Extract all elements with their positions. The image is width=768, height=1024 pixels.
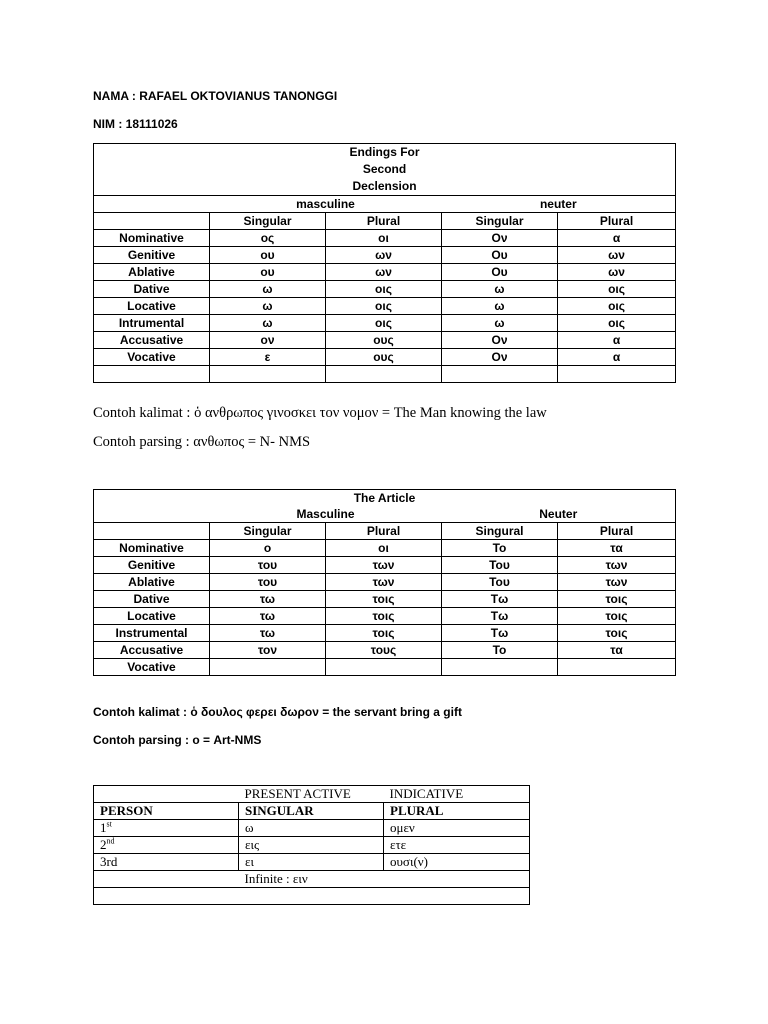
ending-cell: ου <box>210 264 326 281</box>
ending-cell: των <box>326 574 442 591</box>
example-parsing-2: Contoh parsing : ο = Art-NMS <box>93 733 262 747</box>
empty-cell <box>94 523 210 540</box>
table-row <box>94 230 676 247</box>
ending-cell: οις <box>326 315 442 332</box>
case-label: Locative <box>94 608 210 625</box>
second-declension-table <box>93 143 676 383</box>
plural-ending: ουσι(ν) <box>384 854 530 871</box>
title-present-active: PRESENT ACTIVE <box>239 786 384 803</box>
case-label: Intrumental <box>94 315 210 332</box>
ending-cell: τοις <box>326 625 442 642</box>
header-row <box>94 803 530 820</box>
ending-cell: ους <box>326 349 442 366</box>
ending-cell: α <box>558 230 676 247</box>
ending-cell: Το <box>442 642 558 659</box>
sub-header-row <box>94 213 676 230</box>
table-row <box>94 591 676 608</box>
ending-cell: ω <box>210 281 326 298</box>
ending-cell: ω <box>442 298 558 315</box>
group-header-neuter: Neuter <box>442 506 676 523</box>
ending-cell: τοις <box>558 591 676 608</box>
table-row <box>94 247 676 264</box>
ending-cell: τους <box>326 642 442 659</box>
plural-ending: ετε <box>384 837 530 854</box>
ending-cell: τω <box>210 591 326 608</box>
table-row <box>94 281 676 298</box>
table-row <box>94 854 530 871</box>
group-header-row <box>94 196 676 213</box>
empty-cell <box>94 213 210 230</box>
table-title: The Article <box>94 490 676 507</box>
ending-cell <box>326 659 442 676</box>
table-title-row <box>94 490 676 507</box>
ending-cell: ω <box>210 315 326 332</box>
table-row <box>94 366 676 383</box>
ending-cell: ω <box>210 298 326 315</box>
ending-cell: ων <box>326 264 442 281</box>
sub-header: Plural <box>326 523 442 540</box>
ending-cell: των <box>558 557 676 574</box>
singular-ending: ει <box>239 854 384 871</box>
ending-cell: α <box>558 332 676 349</box>
ending-cell: τα <box>558 642 676 659</box>
table-row <box>94 574 676 591</box>
title-line: Declension <box>352 179 417 193</box>
infinite-label: Infinite : ειν <box>239 871 530 888</box>
case-label: Vocative <box>94 349 210 366</box>
empty-cell <box>94 196 210 213</box>
case-label: Accusative <box>94 332 210 349</box>
case-label <box>94 366 210 383</box>
example-parsing-1: Contoh parsing : ανθωπος = N- NMS <box>93 434 311 450</box>
case-label: Ablative <box>94 264 210 281</box>
table-title-row <box>94 786 530 803</box>
ending-cell: Του <box>442 574 558 591</box>
case-label: Genitive <box>94 557 210 574</box>
ending-cell: ος <box>210 230 326 247</box>
ending-cell: ω <box>442 315 558 332</box>
case-label: Genitive <box>94 247 210 264</box>
case-label: Vocative <box>94 659 210 676</box>
table-row <box>94 332 676 349</box>
case-label: Dative <box>94 281 210 298</box>
empty-cell <box>94 888 530 905</box>
table-row <box>94 820 530 837</box>
case-label: Nominative <box>94 230 210 247</box>
person-cell <box>94 854 239 871</box>
ending-cell: Τω <box>442 591 558 608</box>
group-header-masculine: Masculine <box>210 506 442 523</box>
empty-cell <box>94 786 239 803</box>
ending-cell: ον <box>210 332 326 349</box>
ending-cell: ων <box>558 247 676 264</box>
sub-header: Plural <box>558 523 676 540</box>
student-nim: NIM : 18111026 <box>93 117 178 131</box>
case-label: Ablative <box>94 574 210 591</box>
ending-cell: οις <box>558 298 676 315</box>
sub-header: Plural <box>558 213 676 230</box>
ending-cell: τοις <box>558 608 676 625</box>
table-row <box>94 540 676 557</box>
case-label: Nominative <box>94 540 210 557</box>
sub-header: Singular <box>210 523 326 540</box>
sub-header-row <box>94 523 676 540</box>
student-name: NAMA : RAFAEL OKTOVIANUS TANONGGI <box>93 89 338 103</box>
ending-cell: οι <box>326 230 442 247</box>
header-singular: SINGULAR <box>239 803 384 820</box>
ending-cell: α <box>558 349 676 366</box>
ending-cell: Ου <box>442 264 558 281</box>
person-number: 2 <box>100 837 107 852</box>
table-row <box>94 608 676 625</box>
ending-cell: οις <box>326 281 442 298</box>
example-sentence-2: Contoh kalimat : ὁ δουλος φερει δωρον = the servant bring a gift <box>93 705 462 719</box>
ending-cell: ε <box>210 349 326 366</box>
ending-cell: τον <box>210 642 326 659</box>
ending-cell: Τω <box>442 608 558 625</box>
plural-ending: ομεν <box>384 820 530 837</box>
ending-cell <box>326 366 442 383</box>
person-cell <box>94 820 239 837</box>
ending-cell: Ον <box>442 332 558 349</box>
ending-cell: ο <box>210 540 326 557</box>
table-title-row <box>94 144 676 196</box>
case-label: Locative <box>94 298 210 315</box>
ending-cell <box>442 659 558 676</box>
ending-cell: οι <box>326 540 442 557</box>
ending-cell: τα <box>558 540 676 557</box>
singular-ending: εις <box>239 837 384 854</box>
ending-cell: Τω <box>442 625 558 642</box>
ending-cell <box>558 659 676 676</box>
ending-cell: ω <box>442 281 558 298</box>
table-row <box>94 557 676 574</box>
ending-cell <box>210 366 326 383</box>
person-suffix: st <box>106 819 112 829</box>
group-header-neuter: neuter <box>442 196 676 213</box>
ending-cell: τοις <box>558 625 676 642</box>
title-line: Endings For <box>349 145 420 159</box>
ending-cell: τοις <box>326 591 442 608</box>
title-indicative: INDICATIVE <box>384 786 530 803</box>
header-plural: PLURAL <box>384 803 530 820</box>
empty-cell <box>94 871 239 888</box>
table-row <box>94 837 530 854</box>
table-row <box>94 264 676 281</box>
header-person: PERSON <box>94 803 239 820</box>
ending-cell: Ον <box>442 230 558 247</box>
ending-cell <box>442 366 558 383</box>
ending-cell <box>558 366 676 383</box>
group-header-row <box>94 506 676 523</box>
table-title <box>94 144 676 196</box>
ending-cell: ου <box>210 247 326 264</box>
sub-header: Plural <box>326 213 442 230</box>
case-label: Accusative <box>94 642 210 659</box>
table-row <box>94 659 676 676</box>
person-suffix: nd <box>106 836 115 846</box>
ending-cell: Ον <box>442 349 558 366</box>
table-row <box>94 642 676 659</box>
ending-cell: των <box>558 574 676 591</box>
case-label: Dative <box>94 591 210 608</box>
person-number: 1 <box>100 820 107 835</box>
person-cell <box>94 837 239 854</box>
ending-cell: οις <box>558 315 676 332</box>
sub-header: Singural <box>442 523 558 540</box>
case-label: Instrumental <box>94 625 210 642</box>
present-active-indicative-table <box>93 785 530 905</box>
ending-cell: τω <box>210 625 326 642</box>
empty-row <box>94 888 530 905</box>
sub-header: Singular <box>442 213 558 230</box>
article-table <box>93 489 676 676</box>
person-number: 3rd <box>100 854 118 869</box>
ending-cell: Ου <box>442 247 558 264</box>
ending-cell: οις <box>326 298 442 315</box>
empty-cell <box>94 506 210 523</box>
ending-cell: Το <box>442 540 558 557</box>
ending-cell: Του <box>442 557 558 574</box>
ending-cell: ους <box>326 332 442 349</box>
ending-cell: τοις <box>326 608 442 625</box>
table-row <box>94 315 676 332</box>
ending-cell: του <box>210 574 326 591</box>
ending-cell: τω <box>210 608 326 625</box>
infinite-row <box>94 871 530 888</box>
table-row <box>94 625 676 642</box>
ending-cell: ων <box>326 247 442 264</box>
ending-cell <box>210 659 326 676</box>
group-header-masculine: masculine <box>210 196 442 213</box>
example-sentence-1: Contoh kalimat : ὁ ανθρωπος γινοσκει τον νομον = The Man knowing the law <box>93 405 547 421</box>
singular-ending: ω <box>239 820 384 837</box>
sub-header: Singular <box>210 213 326 230</box>
table-row <box>94 349 676 366</box>
title-line: Second <box>362 162 407 176</box>
ending-cell: των <box>326 557 442 574</box>
table-row <box>94 298 676 315</box>
ending-cell: οις <box>558 281 676 298</box>
ending-cell: ων <box>558 264 676 281</box>
ending-cell: του <box>210 557 326 574</box>
